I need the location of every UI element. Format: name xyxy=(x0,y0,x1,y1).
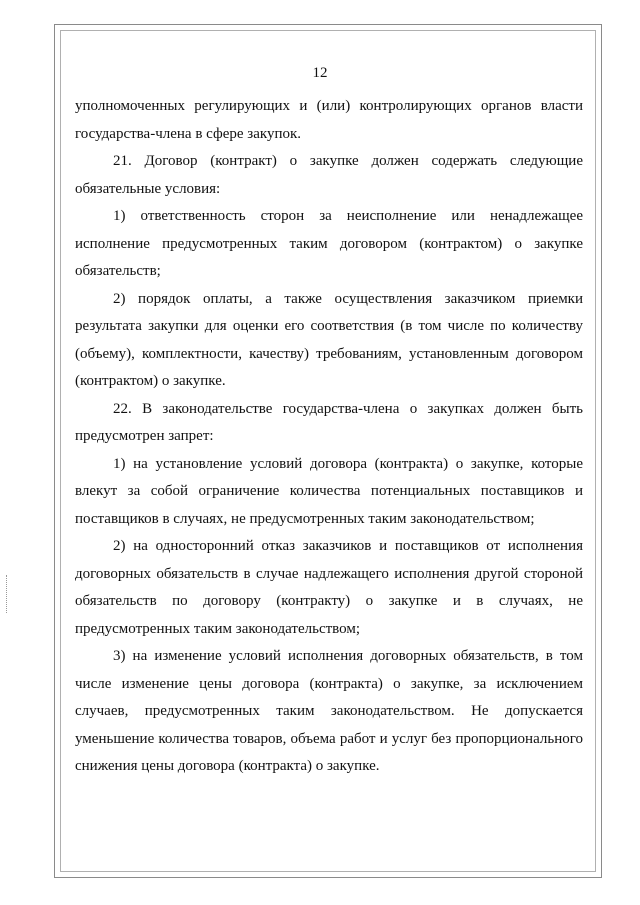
paragraph-clause-22-item-2: 2) на односторонний отказ заказчиков и поставщиков от исполнения договорных обязательств в случае надлежащего исполнения другой стороной обязательств по договору (контракту) о закупке и в случаях, не предусмотренных таким законодательством; xyxy=(75,538,583,637)
paragraph-continuation: уполномоченных регулирующих и (или) контролирующих органов власти государства-члена в сфере закупок. xyxy=(75,98,583,142)
scan-artifact-mark xyxy=(6,575,9,613)
paragraph-clause-22-item-3: 3) на изменение условий исполнения договорных обязательств, в том числе изменение цены договора (контракта) о закупке, за исключением случаев, предусмотренных таким законодательством. Не допускается уменьшение количества товаров, объема работ и услуг без пропорционального снижения цены договора (контракта) о закупке. xyxy=(75,648,583,774)
paragraph-clause-22: 22. В законодательстве государства-члена о закупках должен быть предусмотрен запрет: xyxy=(75,400,583,444)
page-number: 12 xyxy=(312,65,328,81)
document-body xyxy=(75,93,583,781)
paragraph-clause-21: 21. Договор (контракт) о закупке должен содержать следующие обязательные условия: xyxy=(75,153,583,197)
paragraph-clause-21-item-1: 1) ответственность сторон за неисполнение или ненадлежащее исполнение предусмотренных таким договором (контрактом) о закупке обязательств; xyxy=(75,208,583,279)
paragraph-clause-21-item-2: 2) порядок оплаты, а также осуществления заказчиком приемки результата закупки для оценки его соответствия (в том числе по количеству (объему), комплектности, качеству) требованиям, установленным договором (контрактом) о закупке. xyxy=(75,290,583,389)
paragraph-clause-22-item-1: 1) на установление условий договора (контракта) о закупке, которые влекут за собой ограничение количества потенциальных поставщиков и поставщиков в случаях, не предусмотренных таким законодательством; xyxy=(75,455,583,527)
